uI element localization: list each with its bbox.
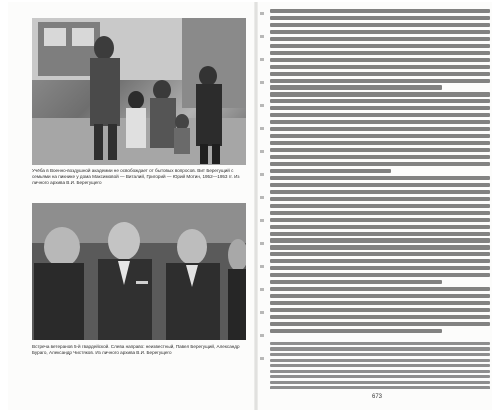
caption-top-text: Учёба в Военно-воздушной академии не освобождает от бытовых вопросов. Вит Берегущий с семьями на пикнике у дома Максимовой — Виталий, Григорий — Юрий Мотин, 1952—1953 гг. Из личного архива В.И. Берегущего [32,168,240,185]
paragraph-2 [270,92,490,173]
bleed-through-margin-marks [260,12,268,392]
photo-caption-bottom [32,344,246,356]
photo-veterans-meeting-image [32,203,246,340]
footnotes [270,342,490,389]
book-spread [8,2,492,410]
page-number: 673 [372,394,383,400]
photo-family-group [32,18,246,165]
right-page-text-column [270,9,490,389]
paragraph-3 [270,176,490,284]
caption-bottom-text: Встреча ветеранов 5-й гвардейской. Слева направо: неизвестный, Павел Берегущий, Александр Бураго, Александр Чистяков. Из личного архива В.И. Берегущего [32,344,240,355]
paragraph-4 [270,287,490,333]
photo-family-group-image [32,18,246,165]
photo-caption-top [32,168,246,186]
paragraph-1 [270,9,490,90]
book-gutter [254,2,258,410]
photo-veterans-meeting [32,203,246,340]
